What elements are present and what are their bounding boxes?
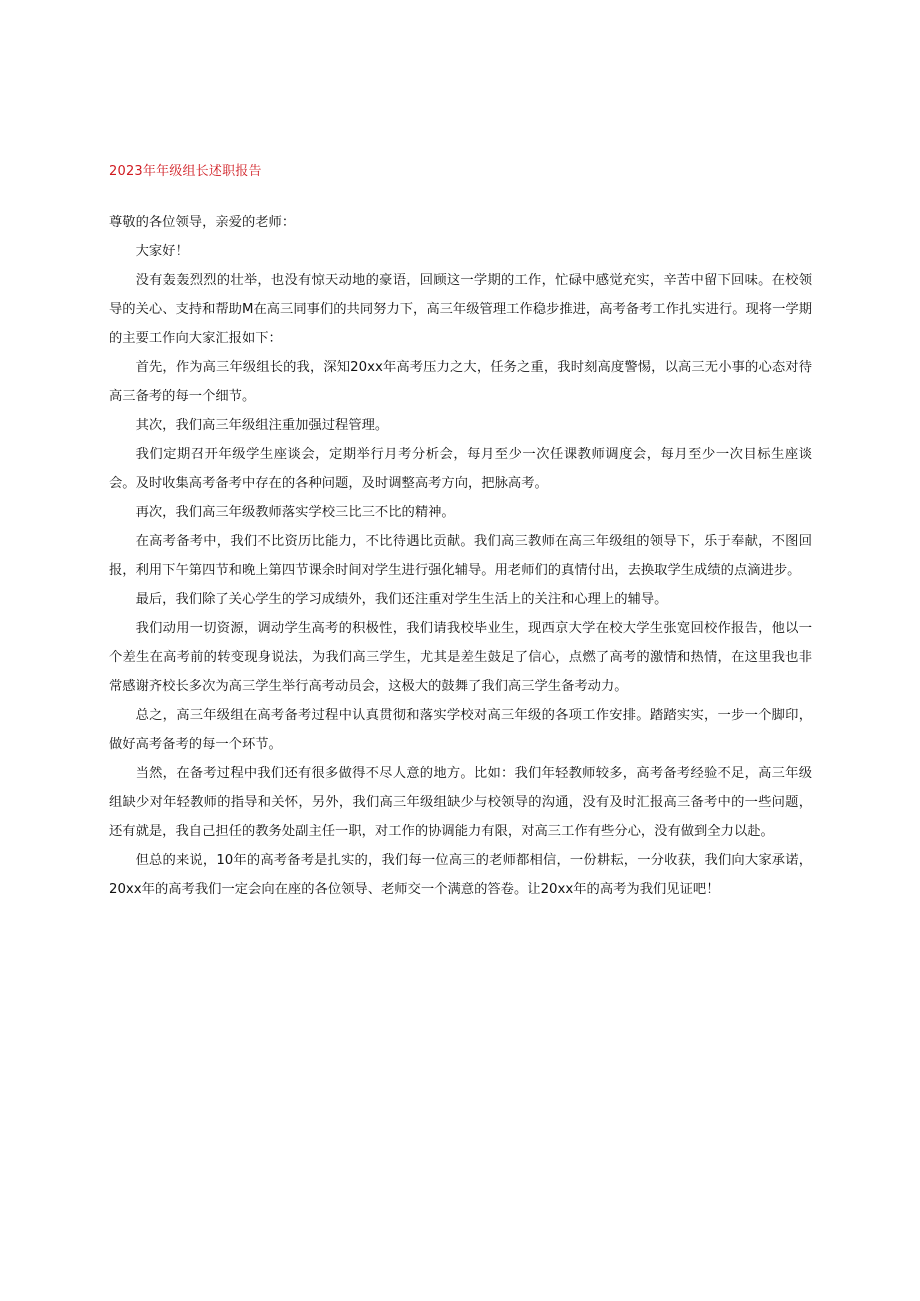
salutation: 尊敬的各位领导，亲爱的老师：: [109, 215, 296, 230]
paragraph-teacher-dedication: 在高考备考中，我们不比资历比能力，不比待遇比贡献。我们高三教师在高三年级组的领导下，乐于奉献，不图回报，利用下午第四节和晚上第四节课余时间对学生进行强化辅导。用老师们的真情付出，去换取学生成绩的点滴进步。: [109, 534, 812, 578]
paragraph-second-point: 其次，我们高三年级组注重加强过程管理。: [135, 418, 389, 433]
paragraph-last-point: 最后，我们除了关心学生的学习成绩外，我们还注重对学生生活上的关注和心理上的辅导。: [135, 592, 668, 607]
document-body: [109, 208, 812, 904]
paragraph-summary: 总之，高三年级组在高考备考过程中认真贯彻和落实学校对高三年级的各项工作安排。踏踏实实，一步一个脚印，做好高考备考的每一个环节。: [109, 708, 812, 752]
paragraph-introduction: 没有轰轰烈烈的壮举，也没有惊天动地的豪语，回顾这一学期的工作，忙碌中感觉充实，辛苦中留下回味。在校领导的关心、支持和帮助M在高三同事们的共同努力下，高三年级管理工作稳步推进，高考备考工作扎实进行。现将一学期的主要工作向大家汇报如下：: [109, 273, 812, 346]
document-title: 2023年年级组长述职报告: [109, 164, 262, 179]
paragraph-student-motivation: 我们动用一切资源，调动学生高考的积极性，我们请我校毕业生，现西京大学在校大学生张宽回校作报告，他以一个差生在高考前的转变现身说法，为我们高三学生，尤其是差生鼓足了信心，点燃了高考的激情和热情，在这里我也非常感谢齐校长多次为高三学生举行高考动员会，这极大的鼓舞了我们高三学生备考动力。: [109, 621, 812, 694]
paragraph-first-point: 首先，作为高三年级组长的我，深知20xx年高考压力之大，任务之重，我时刻高度警惕，以高三无小事的心态对待高三备考的每一个细节。: [109, 360, 812, 404]
paragraph-conclusion: 但总的来说，10年的高考备考是扎实的，我们每一位高三的老师都相信，一份耕耘，一分收获，我们向大家承诺，20xx年的高考我们一定会向在座的各位领导、老师交一个满意的答卷。让20xx年的高考为我们见证吧！: [109, 853, 812, 897]
paragraph-third-point: 再次，我们高三年级教师落实学校三比三不比的精神。: [135, 505, 455, 520]
paragraph-process-management: 我们定期召开年级学生座谈会，定期举行月考分析会，每月至少一次任课教师调度会，每月至少一次目标生座谈会。及时收集高考备考中存在的各种问题，及时调整高考方向，把脉高考。: [109, 447, 812, 491]
paragraph-greeting: 大家好！: [135, 244, 189, 259]
paragraph-shortcomings: 当然，在备考过程中我们还有很多做得不尽人意的地方。比如：我们年轻教师较多，高考备考经验不足，高三年级组缺少对年轻教师的指导和关怀，另外，我们高三年级组缺少与校领导的沟通，没有及时汇报高三备考中的一些问题，还有就是，我自己担任的教务处副主任一职，对工作的协调能力有限，对高三工作有些分心，没有做到全力以赴。: [109, 766, 812, 839]
